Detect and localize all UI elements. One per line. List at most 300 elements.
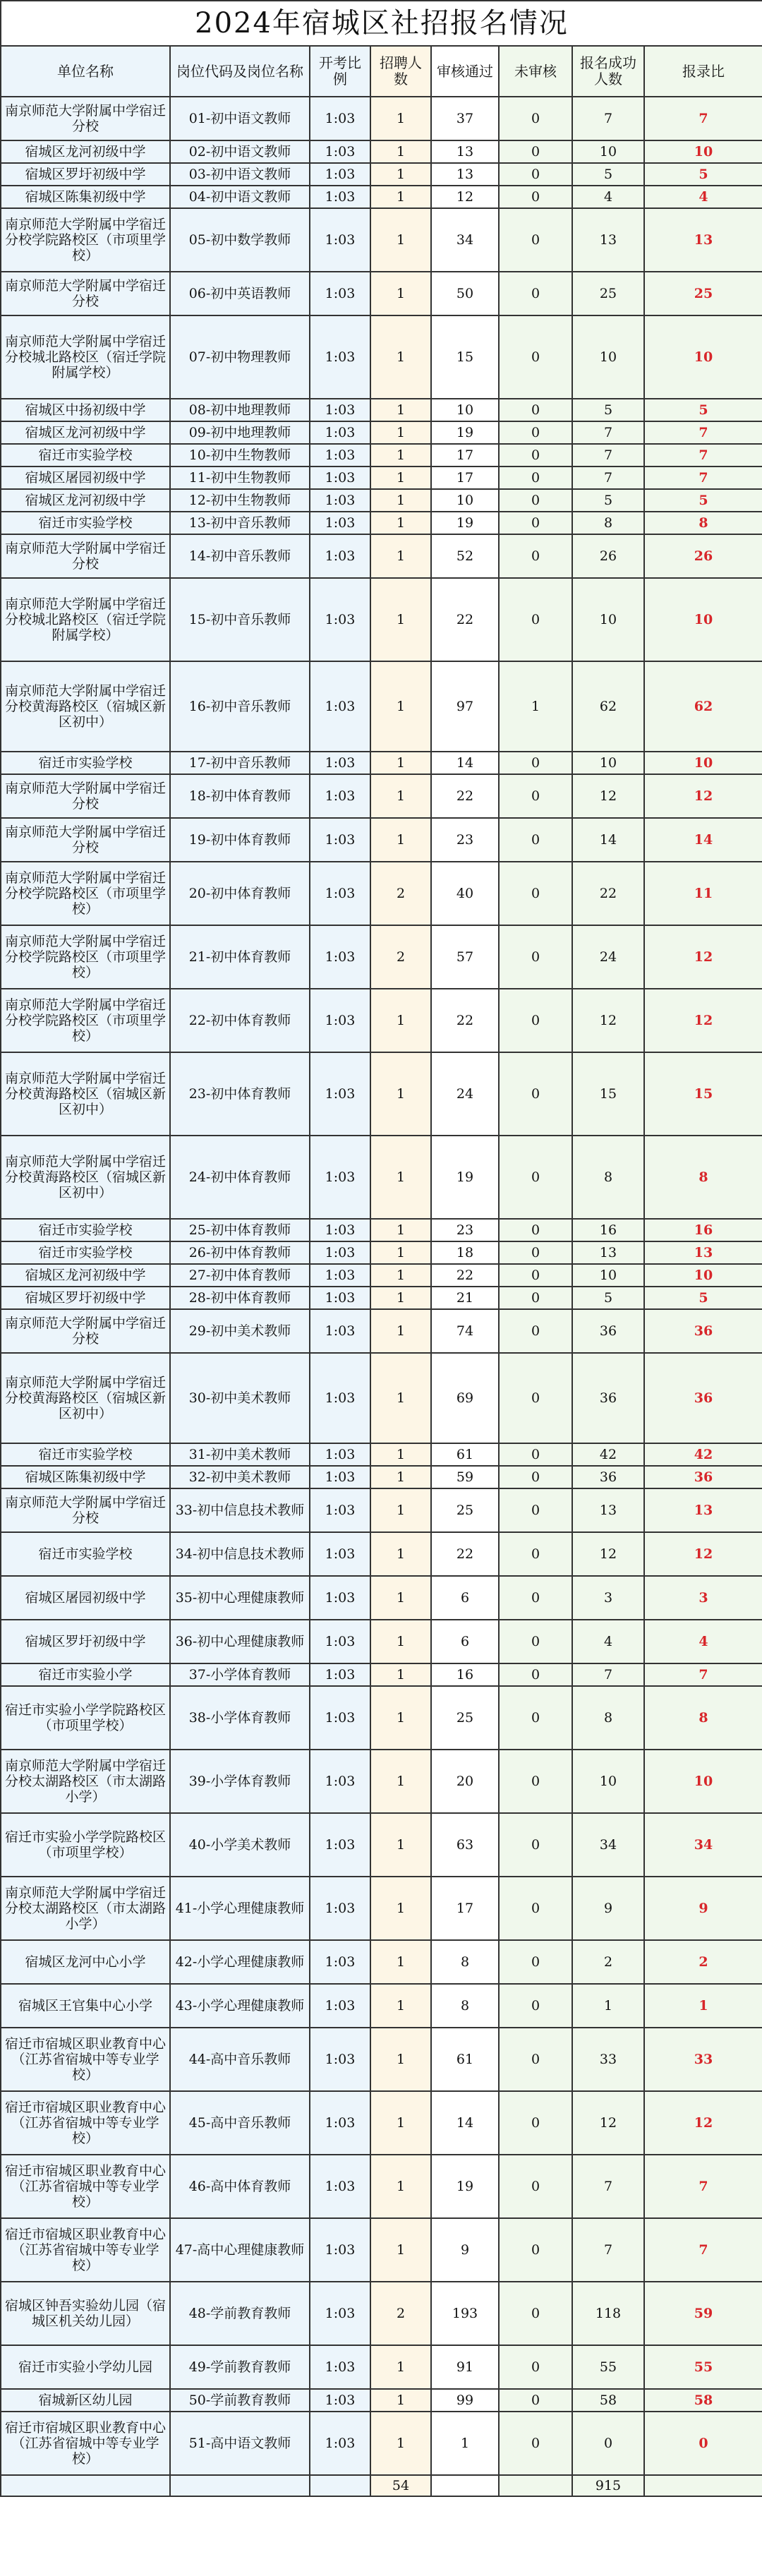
exam-ratio: 1:03 bbox=[310, 315, 370, 399]
success-count: 13 bbox=[572, 1241, 644, 1264]
total-not-reviewed bbox=[499, 2475, 572, 2496]
header-hire: 招聘人数 bbox=[370, 46, 431, 97]
ratio-value: 11 bbox=[644, 862, 762, 925]
title-row bbox=[1, 1, 762, 46]
not-reviewed: 0 bbox=[499, 1287, 572, 1309]
hire-count: 1 bbox=[370, 2218, 431, 2282]
hire-count: 2 bbox=[370, 862, 431, 925]
hire-count: 1 bbox=[370, 1750, 431, 1813]
hire-count: 1 bbox=[370, 1663, 431, 1686]
pass-count: 8 bbox=[431, 1940, 499, 1984]
ratio-value: 5 bbox=[644, 163, 762, 186]
table-row bbox=[1, 399, 762, 421]
exam-ratio: 1:03 bbox=[310, 862, 370, 925]
unit-name: 宿迁市实验学校 bbox=[1, 512, 170, 534]
success-count: 12 bbox=[572, 2091, 644, 2155]
post-name: 29-初中美术教师 bbox=[170, 1309, 310, 1353]
table-row bbox=[1, 862, 762, 925]
pass-count: 19 bbox=[431, 421, 499, 444]
pass-count: 63 bbox=[431, 1813, 499, 1877]
not-reviewed: 0 bbox=[499, 1984, 572, 2028]
post-name: 24-初中体育教师 bbox=[170, 1136, 310, 1219]
hire-count: 1 bbox=[370, 2155, 431, 2218]
pass-count: 91 bbox=[431, 2345, 499, 2389]
not-reviewed: 0 bbox=[499, 1466, 572, 1488]
pass-count: 50 bbox=[431, 272, 499, 315]
not-reviewed: 0 bbox=[499, 512, 572, 534]
hire-count: 1 bbox=[370, 2412, 431, 2475]
exam-ratio: 1:03 bbox=[310, 489, 370, 512]
not-reviewed: 0 bbox=[499, 989, 572, 1052]
header-pass: 审核通过 bbox=[431, 46, 499, 97]
exam-ratio: 1:03 bbox=[310, 774, 370, 818]
hire-count: 1 bbox=[370, 1576, 431, 1620]
pass-count: 17 bbox=[431, 444, 499, 467]
post-name: 21-初中体育教师 bbox=[170, 925, 310, 989]
post-name: 15-初中音乐教师 bbox=[170, 578, 310, 661]
not-reviewed: 0 bbox=[499, 97, 572, 140]
exam-ratio: 1:03 bbox=[310, 1309, 370, 1353]
ratio-value: 14 bbox=[644, 818, 762, 862]
hire-count: 1 bbox=[370, 1443, 431, 1466]
unit-name: 南京师范大学附属中学宿迁分校 bbox=[1, 97, 170, 140]
post-name: 32-初中美术教师 bbox=[170, 1466, 310, 1488]
exam-ratio: 1:03 bbox=[310, 1750, 370, 1813]
pass-count: 61 bbox=[431, 2028, 499, 2091]
post-name: 35-初中心理健康教师 bbox=[170, 1576, 310, 1620]
unit-name: 南京师范大学附属中学宿迁分校学院路校区（市项里学校） bbox=[1, 925, 170, 989]
unit-name: 宿城区罗圩初级中学 bbox=[1, 1620, 170, 1663]
pass-count: 22 bbox=[431, 989, 499, 1052]
exam-ratio: 1:03 bbox=[310, 925, 370, 989]
ratio-value: 8 bbox=[644, 1136, 762, 1219]
pass-count: 24 bbox=[431, 1052, 499, 1136]
ratio-value: 16 bbox=[644, 1219, 762, 1241]
not-reviewed: 0 bbox=[499, 925, 572, 989]
table-row bbox=[1, 97, 762, 140]
post-name: 05-初中数学教师 bbox=[170, 208, 310, 272]
not-reviewed: 0 bbox=[499, 2412, 572, 2475]
total-ratio-value bbox=[644, 2475, 762, 2496]
success-count: 36 bbox=[572, 1309, 644, 1353]
not-reviewed: 0 bbox=[499, 2155, 572, 2218]
success-count: 58 bbox=[572, 2389, 644, 2412]
unit-name: 南京师范大学附属中学宿迁分校太湖路校区（市太湖路小学） bbox=[1, 1877, 170, 1940]
not-reviewed: 0 bbox=[499, 315, 572, 399]
exam-ratio: 1:03 bbox=[310, 534, 370, 578]
success-count: 5 bbox=[572, 489, 644, 512]
table-row bbox=[1, 1532, 762, 1576]
post-name: 09-初中地理教师 bbox=[170, 421, 310, 444]
not-reviewed: 0 bbox=[499, 444, 572, 467]
exam-ratio: 1:03 bbox=[310, 2218, 370, 2282]
ratio-value: 36 bbox=[644, 1466, 762, 1488]
ratio-value: 4 bbox=[644, 1620, 762, 1663]
table-row bbox=[1, 2412, 762, 2475]
not-reviewed: 0 bbox=[499, 578, 572, 661]
post-name: 11-初中生物教师 bbox=[170, 467, 310, 489]
ratio-value: 15 bbox=[644, 1052, 762, 1136]
not-reviewed: 0 bbox=[499, 1877, 572, 1940]
pass-count: 74 bbox=[431, 1309, 499, 1353]
exam-ratio: 1:03 bbox=[310, 1353, 370, 1443]
ratio-value: 55 bbox=[644, 2345, 762, 2389]
not-reviewed: 0 bbox=[499, 862, 572, 925]
hire-count: 1 bbox=[370, 1264, 431, 1287]
ratio-value: 10 bbox=[644, 140, 762, 163]
ratio-value: 7 bbox=[644, 444, 762, 467]
ratio-value: 36 bbox=[644, 1309, 762, 1353]
pass-count: 57 bbox=[431, 925, 499, 989]
table-row bbox=[1, 752, 762, 774]
hire-count: 1 bbox=[370, 140, 431, 163]
exam-ratio: 1:03 bbox=[310, 818, 370, 862]
table-row bbox=[1, 1219, 762, 1241]
hire-count: 1 bbox=[370, 315, 431, 399]
ratio-value: 10 bbox=[644, 1264, 762, 1287]
post-name: 40-小学美术教师 bbox=[170, 1813, 310, 1877]
table-row bbox=[1, 1136, 762, 1219]
total-post-name bbox=[170, 2475, 310, 2496]
post-name: 44-高中音乐教师 bbox=[170, 2028, 310, 2091]
not-reviewed: 0 bbox=[499, 1309, 572, 1353]
table-row bbox=[1, 208, 762, 272]
success-count: 8 bbox=[572, 1136, 644, 1219]
ratio-value: 7 bbox=[644, 1663, 762, 1686]
pass-count: 17 bbox=[431, 467, 499, 489]
exam-ratio: 1:03 bbox=[310, 272, 370, 315]
exam-ratio: 1:03 bbox=[310, 163, 370, 186]
unit-name: 南京师范大学附属中学宿迁分校 bbox=[1, 534, 170, 578]
ratio-value: 3 bbox=[644, 1576, 762, 1620]
unit-name: 南京师范大学附属中学宿迁分校 bbox=[1, 818, 170, 862]
success-count: 0 bbox=[572, 2412, 644, 2475]
pass-count: 21 bbox=[431, 1287, 499, 1309]
unit-name: 宿迁市实验学校 bbox=[1, 1532, 170, 1576]
ratio-value: 5 bbox=[644, 399, 762, 421]
exam-ratio: 1:03 bbox=[310, 578, 370, 661]
table-row bbox=[1, 925, 762, 989]
hire-count: 1 bbox=[370, 578, 431, 661]
header-post: 岗位代码及岗位名称 bbox=[170, 46, 310, 97]
unit-name: 南京师范大学附属中学宿迁分校黄海路校区（宿城区新区初中） bbox=[1, 1136, 170, 1219]
table-row bbox=[1, 1309, 762, 1353]
ratio-value: 13 bbox=[644, 1241, 762, 1264]
table-row bbox=[1, 186, 762, 208]
unit-name: 南京师范大学附属中学宿迁分校太湖路校区（市太湖路小学） bbox=[1, 1750, 170, 1813]
exam-ratio: 1:03 bbox=[310, 1466, 370, 1488]
total-unit-name bbox=[1, 2475, 170, 2496]
header-ratio: 开考比例 bbox=[310, 46, 370, 97]
not-reviewed: 0 bbox=[499, 774, 572, 818]
success-count: 26 bbox=[572, 534, 644, 578]
exam-ratio: 1:03 bbox=[310, 2091, 370, 2155]
pass-count: 15 bbox=[431, 315, 499, 399]
header-unit: 单位名称 bbox=[1, 46, 170, 97]
pass-count: 13 bbox=[431, 140, 499, 163]
unit-name: 宿城区龙河初级中学 bbox=[1, 421, 170, 444]
not-reviewed: 0 bbox=[499, 2218, 572, 2282]
exam-ratio: 1:03 bbox=[310, 1488, 370, 1532]
table-row bbox=[1, 140, 762, 163]
pass-count: 22 bbox=[431, 578, 499, 661]
pass-count: 9 bbox=[431, 2218, 499, 2282]
table-row bbox=[1, 1984, 762, 2028]
ratio-value: 13 bbox=[644, 208, 762, 272]
success-count: 10 bbox=[572, 1264, 644, 1287]
exam-ratio: 1:03 bbox=[310, 1136, 370, 1219]
success-count: 12 bbox=[572, 774, 644, 818]
hire-count: 1 bbox=[370, 421, 431, 444]
not-reviewed: 0 bbox=[499, 467, 572, 489]
total-exam-ratio bbox=[310, 2475, 370, 2496]
not-reviewed: 0 bbox=[499, 534, 572, 578]
table-row bbox=[1, 1264, 762, 1287]
exam-ratio: 1:03 bbox=[310, 1940, 370, 1984]
ratio-value: 34 bbox=[644, 1813, 762, 1877]
hire-count: 1 bbox=[370, 163, 431, 186]
unit-name: 南京师范大学附属中学宿迁分校 bbox=[1, 1309, 170, 1353]
hire-count: 1 bbox=[370, 1353, 431, 1443]
table-row bbox=[1, 1443, 762, 1466]
exam-ratio: 1:03 bbox=[310, 661, 370, 752]
ratio-value: 10 bbox=[644, 315, 762, 399]
success-count: 24 bbox=[572, 925, 644, 989]
ratio-value: 7 bbox=[644, 467, 762, 489]
post-name: 43-小学心理健康教师 bbox=[170, 1984, 310, 2028]
success-count: 13 bbox=[572, 208, 644, 272]
post-name: 16-初中音乐教师 bbox=[170, 661, 310, 752]
hire-count: 1 bbox=[370, 661, 431, 752]
post-name: 28-初中体育教师 bbox=[170, 1287, 310, 1309]
not-reviewed: 0 bbox=[499, 1443, 572, 1466]
unit-name: 宿迁市实验小学幼儿园 bbox=[1, 2345, 170, 2389]
hire-count: 2 bbox=[370, 2282, 431, 2345]
not-reviewed: 0 bbox=[499, 2282, 572, 2345]
table-row bbox=[1, 2389, 762, 2412]
pass-count: 17 bbox=[431, 1877, 499, 1940]
post-name: 37-小学体育教师 bbox=[170, 1663, 310, 1686]
pass-count: 23 bbox=[431, 818, 499, 862]
post-name: 12-初中生物教师 bbox=[170, 489, 310, 512]
post-name: 38-小学体育教师 bbox=[170, 1686, 310, 1750]
table-row bbox=[1, 818, 762, 862]
success-count: 5 bbox=[572, 399, 644, 421]
post-name: 41-小学心理健康教师 bbox=[170, 1877, 310, 1940]
hire-count: 1 bbox=[370, 512, 431, 534]
exam-ratio: 1:03 bbox=[310, 1576, 370, 1620]
success-count: 12 bbox=[572, 1532, 644, 1576]
pass-count: 16 bbox=[431, 1663, 499, 1686]
pass-count: 13 bbox=[431, 163, 499, 186]
success-count: 10 bbox=[572, 1750, 644, 1813]
not-reviewed: 0 bbox=[499, 140, 572, 163]
post-name: 45-高中音乐教师 bbox=[170, 2091, 310, 2155]
success-count: 3 bbox=[572, 1576, 644, 1620]
post-name: 13-初中音乐教师 bbox=[170, 512, 310, 534]
pass-count: 12 bbox=[431, 186, 499, 208]
hire-count: 1 bbox=[370, 1309, 431, 1353]
unit-name: 宿城区龙河初级中学 bbox=[1, 489, 170, 512]
exam-ratio: 1:03 bbox=[310, 2028, 370, 2091]
table-row bbox=[1, 1576, 762, 1620]
hire-count: 1 bbox=[370, 1466, 431, 1488]
pass-count: 1 bbox=[431, 2412, 499, 2475]
post-name: 39-小学体育教师 bbox=[170, 1750, 310, 1813]
pass-count: 19 bbox=[431, 1136, 499, 1219]
exam-ratio: 1:03 bbox=[310, 1813, 370, 1877]
success-count: 7 bbox=[572, 2155, 644, 2218]
success-count: 42 bbox=[572, 1443, 644, 1466]
pass-count: 99 bbox=[431, 2389, 499, 2412]
hire-count: 1 bbox=[370, 1532, 431, 1576]
not-reviewed: 0 bbox=[499, 1136, 572, 1219]
post-name: 08-初中地理教师 bbox=[170, 399, 310, 421]
exam-ratio: 1:03 bbox=[310, 1241, 370, 1264]
table-row bbox=[1, 1750, 762, 1813]
not-reviewed: 0 bbox=[499, 421, 572, 444]
hire-count: 1 bbox=[370, 1984, 431, 2028]
not-reviewed: 0 bbox=[499, 1576, 572, 1620]
table-row bbox=[1, 1466, 762, 1488]
table-row bbox=[1, 2091, 762, 2155]
post-name: 34-初中信息技术教师 bbox=[170, 1532, 310, 1576]
hire-count: 1 bbox=[370, 1219, 431, 1241]
not-reviewed: 0 bbox=[499, 399, 572, 421]
pass-count: 37 bbox=[431, 97, 499, 140]
hire-count: 1 bbox=[370, 399, 431, 421]
exam-ratio: 1:03 bbox=[310, 1052, 370, 1136]
pass-count: 6 bbox=[431, 1620, 499, 1663]
unit-name: 宿城区龙河初级中学 bbox=[1, 140, 170, 163]
not-reviewed: 0 bbox=[499, 2345, 572, 2389]
ratio-value: 2 bbox=[644, 1940, 762, 1984]
exam-ratio: 1:03 bbox=[310, 2389, 370, 2412]
table-row bbox=[1, 1686, 762, 1750]
pass-count: 40 bbox=[431, 862, 499, 925]
hire-count: 1 bbox=[370, 208, 431, 272]
not-reviewed: 1 bbox=[499, 661, 572, 752]
pass-count: 23 bbox=[431, 1219, 499, 1241]
unit-name: 宿城区陈集初级中学 bbox=[1, 186, 170, 208]
not-reviewed: 0 bbox=[499, 1219, 572, 1241]
exam-ratio: 1:03 bbox=[310, 140, 370, 163]
post-name: 26-初中体育教师 bbox=[170, 1241, 310, 1264]
success-count: 9 bbox=[572, 1877, 644, 1940]
pass-count: 18 bbox=[431, 1241, 499, 1264]
not-reviewed: 0 bbox=[499, 489, 572, 512]
table-row bbox=[1, 272, 762, 315]
exam-ratio: 1:03 bbox=[310, 1532, 370, 1576]
not-reviewed: 0 bbox=[499, 1750, 572, 1813]
exam-ratio: 1:03 bbox=[310, 1877, 370, 1940]
success-count: 7 bbox=[572, 467, 644, 489]
ratio-value: 42 bbox=[644, 1443, 762, 1466]
post-name: 10-初中生物教师 bbox=[170, 444, 310, 467]
total-pass-count bbox=[431, 2475, 499, 2496]
hire-count: 1 bbox=[370, 467, 431, 489]
post-name: 17-初中音乐教师 bbox=[170, 752, 310, 774]
ratio-value: 12 bbox=[644, 925, 762, 989]
not-reviewed: 0 bbox=[499, 1488, 572, 1532]
hire-count: 1 bbox=[370, 774, 431, 818]
post-name: 20-初中体育教师 bbox=[170, 862, 310, 925]
hire-count: 1 bbox=[370, 2389, 431, 2412]
unit-name: 南京师范大学附属中学宿迁分校 bbox=[1, 774, 170, 818]
not-reviewed: 0 bbox=[499, 208, 572, 272]
ratio-value: 62 bbox=[644, 661, 762, 752]
success-count: 4 bbox=[572, 186, 644, 208]
unit-name: 南京师范大学附属中学宿迁分校学院路校区（市项里学校） bbox=[1, 989, 170, 1052]
unit-name: 南京师范大学附属中学宿迁分校黄海路校区（宿城区新区初中） bbox=[1, 1353, 170, 1443]
exam-ratio: 1:03 bbox=[310, 97, 370, 140]
table-row bbox=[1, 2028, 762, 2091]
header-row bbox=[1, 46, 762, 97]
post-name: 07-初中物理教师 bbox=[170, 315, 310, 399]
ratio-value: 58 bbox=[644, 2389, 762, 2412]
exam-ratio: 1:03 bbox=[310, 208, 370, 272]
post-name: 14-初中音乐教师 bbox=[170, 534, 310, 578]
success-count: 10 bbox=[572, 578, 644, 661]
unit-name: 南京师范大学附属中学宿迁分校学院路校区（市项里学校） bbox=[1, 862, 170, 925]
post-name: 23-初中体育教师 bbox=[170, 1052, 310, 1136]
ratio-value: 12 bbox=[644, 1532, 762, 1576]
post-name: 48-学前教育教师 bbox=[170, 2282, 310, 2345]
exam-ratio: 1:03 bbox=[310, 1219, 370, 1241]
table-row bbox=[1, 1287, 762, 1309]
pass-count: 8 bbox=[431, 1984, 499, 2028]
hire-count: 1 bbox=[370, 1877, 431, 1940]
exam-ratio: 1:03 bbox=[310, 1620, 370, 1663]
post-name: 49-学前教育教师 bbox=[170, 2345, 310, 2389]
success-count: 12 bbox=[572, 989, 644, 1052]
success-count: 10 bbox=[572, 140, 644, 163]
table-row bbox=[1, 774, 762, 818]
success-count: 5 bbox=[572, 1287, 644, 1309]
hire-count: 1 bbox=[370, 1488, 431, 1532]
ratio-value: 8 bbox=[644, 1686, 762, 1750]
success-count: 7 bbox=[572, 2218, 644, 2282]
pass-count: 20 bbox=[431, 1750, 499, 1813]
post-name: 46-高中体育教师 bbox=[170, 2155, 310, 2218]
ratio-value: 7 bbox=[644, 421, 762, 444]
unit-name: 宿迁市实验小学学院路校区（市项里学校） bbox=[1, 1813, 170, 1877]
exam-ratio: 1:03 bbox=[310, 421, 370, 444]
success-count: 15 bbox=[572, 1052, 644, 1136]
unit-name: 南京师范大学附属中学宿迁分校学院路校区（市项里学校） bbox=[1, 208, 170, 272]
unit-name: 宿迁市宿城区职业教育中心（江苏省宿城中等专业学校） bbox=[1, 2155, 170, 2218]
not-reviewed: 0 bbox=[499, 2091, 572, 2155]
total-success-count: 915 bbox=[572, 2475, 644, 2496]
success-count: 4 bbox=[572, 1620, 644, 1663]
unit-name: 宿城区陈集初级中学 bbox=[1, 1466, 170, 1488]
pass-count: 61 bbox=[431, 1443, 499, 1466]
exam-ratio: 1:03 bbox=[310, 1287, 370, 1309]
header-success: 报名成功人数 bbox=[572, 46, 644, 97]
hire-count: 1 bbox=[370, 97, 431, 140]
exam-ratio: 1:03 bbox=[310, 1264, 370, 1287]
hire-count: 1 bbox=[370, 1287, 431, 1309]
unit-name: 宿迁市宿城区职业教育中心（江苏省宿城中等专业学校） bbox=[1, 2218, 170, 2282]
success-count: 25 bbox=[572, 272, 644, 315]
post-name: 02-初中语文教师 bbox=[170, 140, 310, 163]
exam-ratio: 1:03 bbox=[310, 2412, 370, 2475]
table-row bbox=[1, 315, 762, 399]
exam-ratio: 1:03 bbox=[310, 467, 370, 489]
success-count: 8 bbox=[572, 512, 644, 534]
pass-count: 34 bbox=[431, 208, 499, 272]
pass-count: 22 bbox=[431, 774, 499, 818]
